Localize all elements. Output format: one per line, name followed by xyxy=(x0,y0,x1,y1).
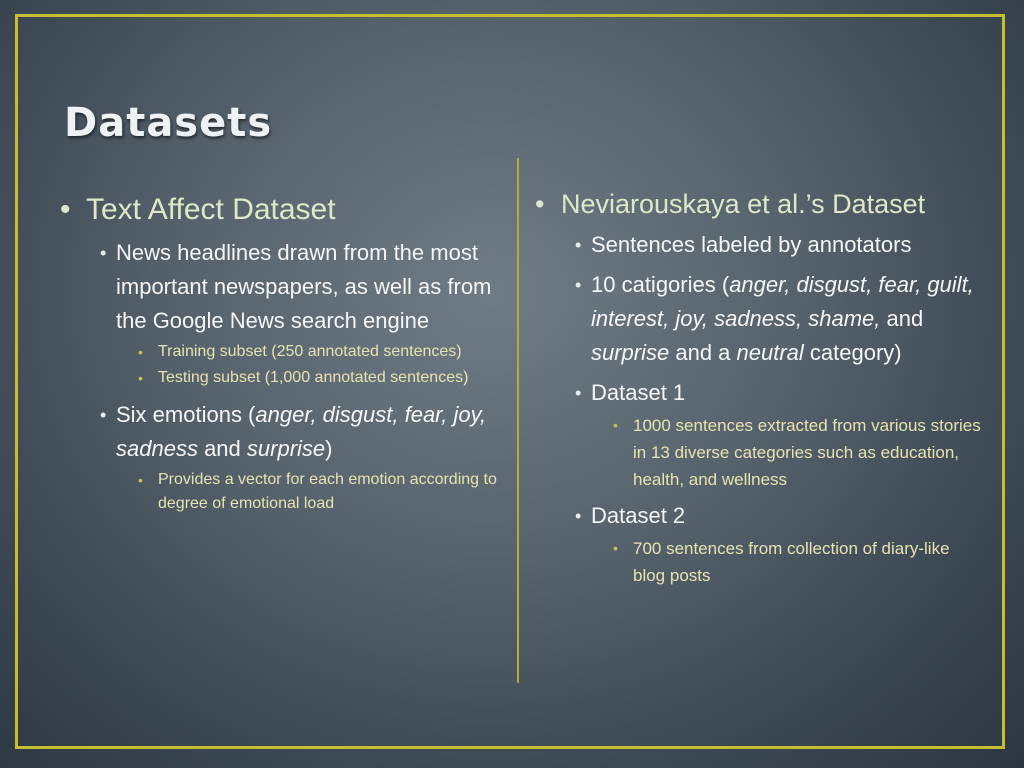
left-item-six-emotions xyxy=(60,398,500,466)
left-subitem-text: Testing subset (1,000 annotated sentences) xyxy=(158,369,469,386)
six-emotions-pre: Six emotions ( xyxy=(116,402,256,427)
right-heading-item xyxy=(535,184,985,224)
bullet-icon: • xyxy=(575,235,582,255)
bullet-icon: • xyxy=(575,383,582,403)
six-emotions-surprise: surprise xyxy=(246,436,326,461)
left-heading: Text Affect Dataset xyxy=(86,193,336,226)
bullet-icon: • xyxy=(138,472,143,488)
bullet-icon: • xyxy=(535,189,545,219)
categories-post: category) xyxy=(803,340,902,365)
categories-pre: 10 catigories ( xyxy=(591,272,730,297)
left-subitem-text: Training subset (250 annotated sentences) xyxy=(158,343,462,360)
right-item-text: Dataset 1 xyxy=(591,380,686,405)
right-subitem-dataset-1 xyxy=(535,412,985,493)
left-item-text: News headlines drawn from the most important newspapers, as well as from the Google News search engine xyxy=(116,240,492,333)
bullet-icon: • xyxy=(60,193,71,226)
six-emotions-list: anger, disgust, fear, joy, sadness xyxy=(116,402,487,461)
bullet-icon: • xyxy=(138,370,143,386)
six-emotions-post: ) xyxy=(325,436,333,461)
right-subitem-dataset-2 xyxy=(535,535,985,589)
bullet-icon: • xyxy=(575,275,582,295)
column-divider xyxy=(517,158,519,683)
right-item-categories xyxy=(535,268,985,370)
right-column xyxy=(535,190,985,589)
bullet-icon: • xyxy=(100,405,107,425)
bullet-icon: • xyxy=(613,540,618,556)
right-heading: Neviarouskaya et al.’s Dataset xyxy=(561,189,926,219)
left-column xyxy=(60,190,500,516)
left-subitem-testing xyxy=(60,366,500,390)
six-emotions-and: and xyxy=(197,436,247,461)
bullet-icon: • xyxy=(100,243,107,263)
categories-and: and xyxy=(880,306,924,331)
right-item-dataset-2 xyxy=(535,499,985,533)
slide-title: Datasets xyxy=(64,100,273,146)
right-subitem-text: 1000 sentences extracted from various stories in 13 diverse categories such as education, health, and wellness xyxy=(633,416,981,489)
right-subitem-text: 700 sentences from collection of diary-like blog posts xyxy=(633,539,950,585)
left-heading-item xyxy=(60,190,500,230)
right-item-dataset-1 xyxy=(535,376,985,410)
bullet-icon: • xyxy=(613,417,618,433)
categories-list: anger, disgust, fear, guilt, interest, joy, sadness, shame, xyxy=(591,272,974,331)
left-subitem-vector xyxy=(60,468,500,516)
right-item-sentences-labeled xyxy=(535,228,985,262)
bullet-icon: • xyxy=(575,506,582,526)
right-item-text: Dataset 2 xyxy=(591,503,686,528)
categories-and-a: and a xyxy=(669,340,737,365)
categories-neutral: neutral xyxy=(736,340,804,365)
right-item-text: Sentences labeled by annotators xyxy=(591,232,912,257)
left-item-news-headlines xyxy=(60,236,500,338)
categories-surprise: surprise xyxy=(591,340,670,365)
left-subitem-training xyxy=(60,340,500,364)
left-subitem-text: Provides a vector for each emotion according to degree of emotional load xyxy=(158,471,497,512)
bullet-icon: • xyxy=(138,344,143,360)
